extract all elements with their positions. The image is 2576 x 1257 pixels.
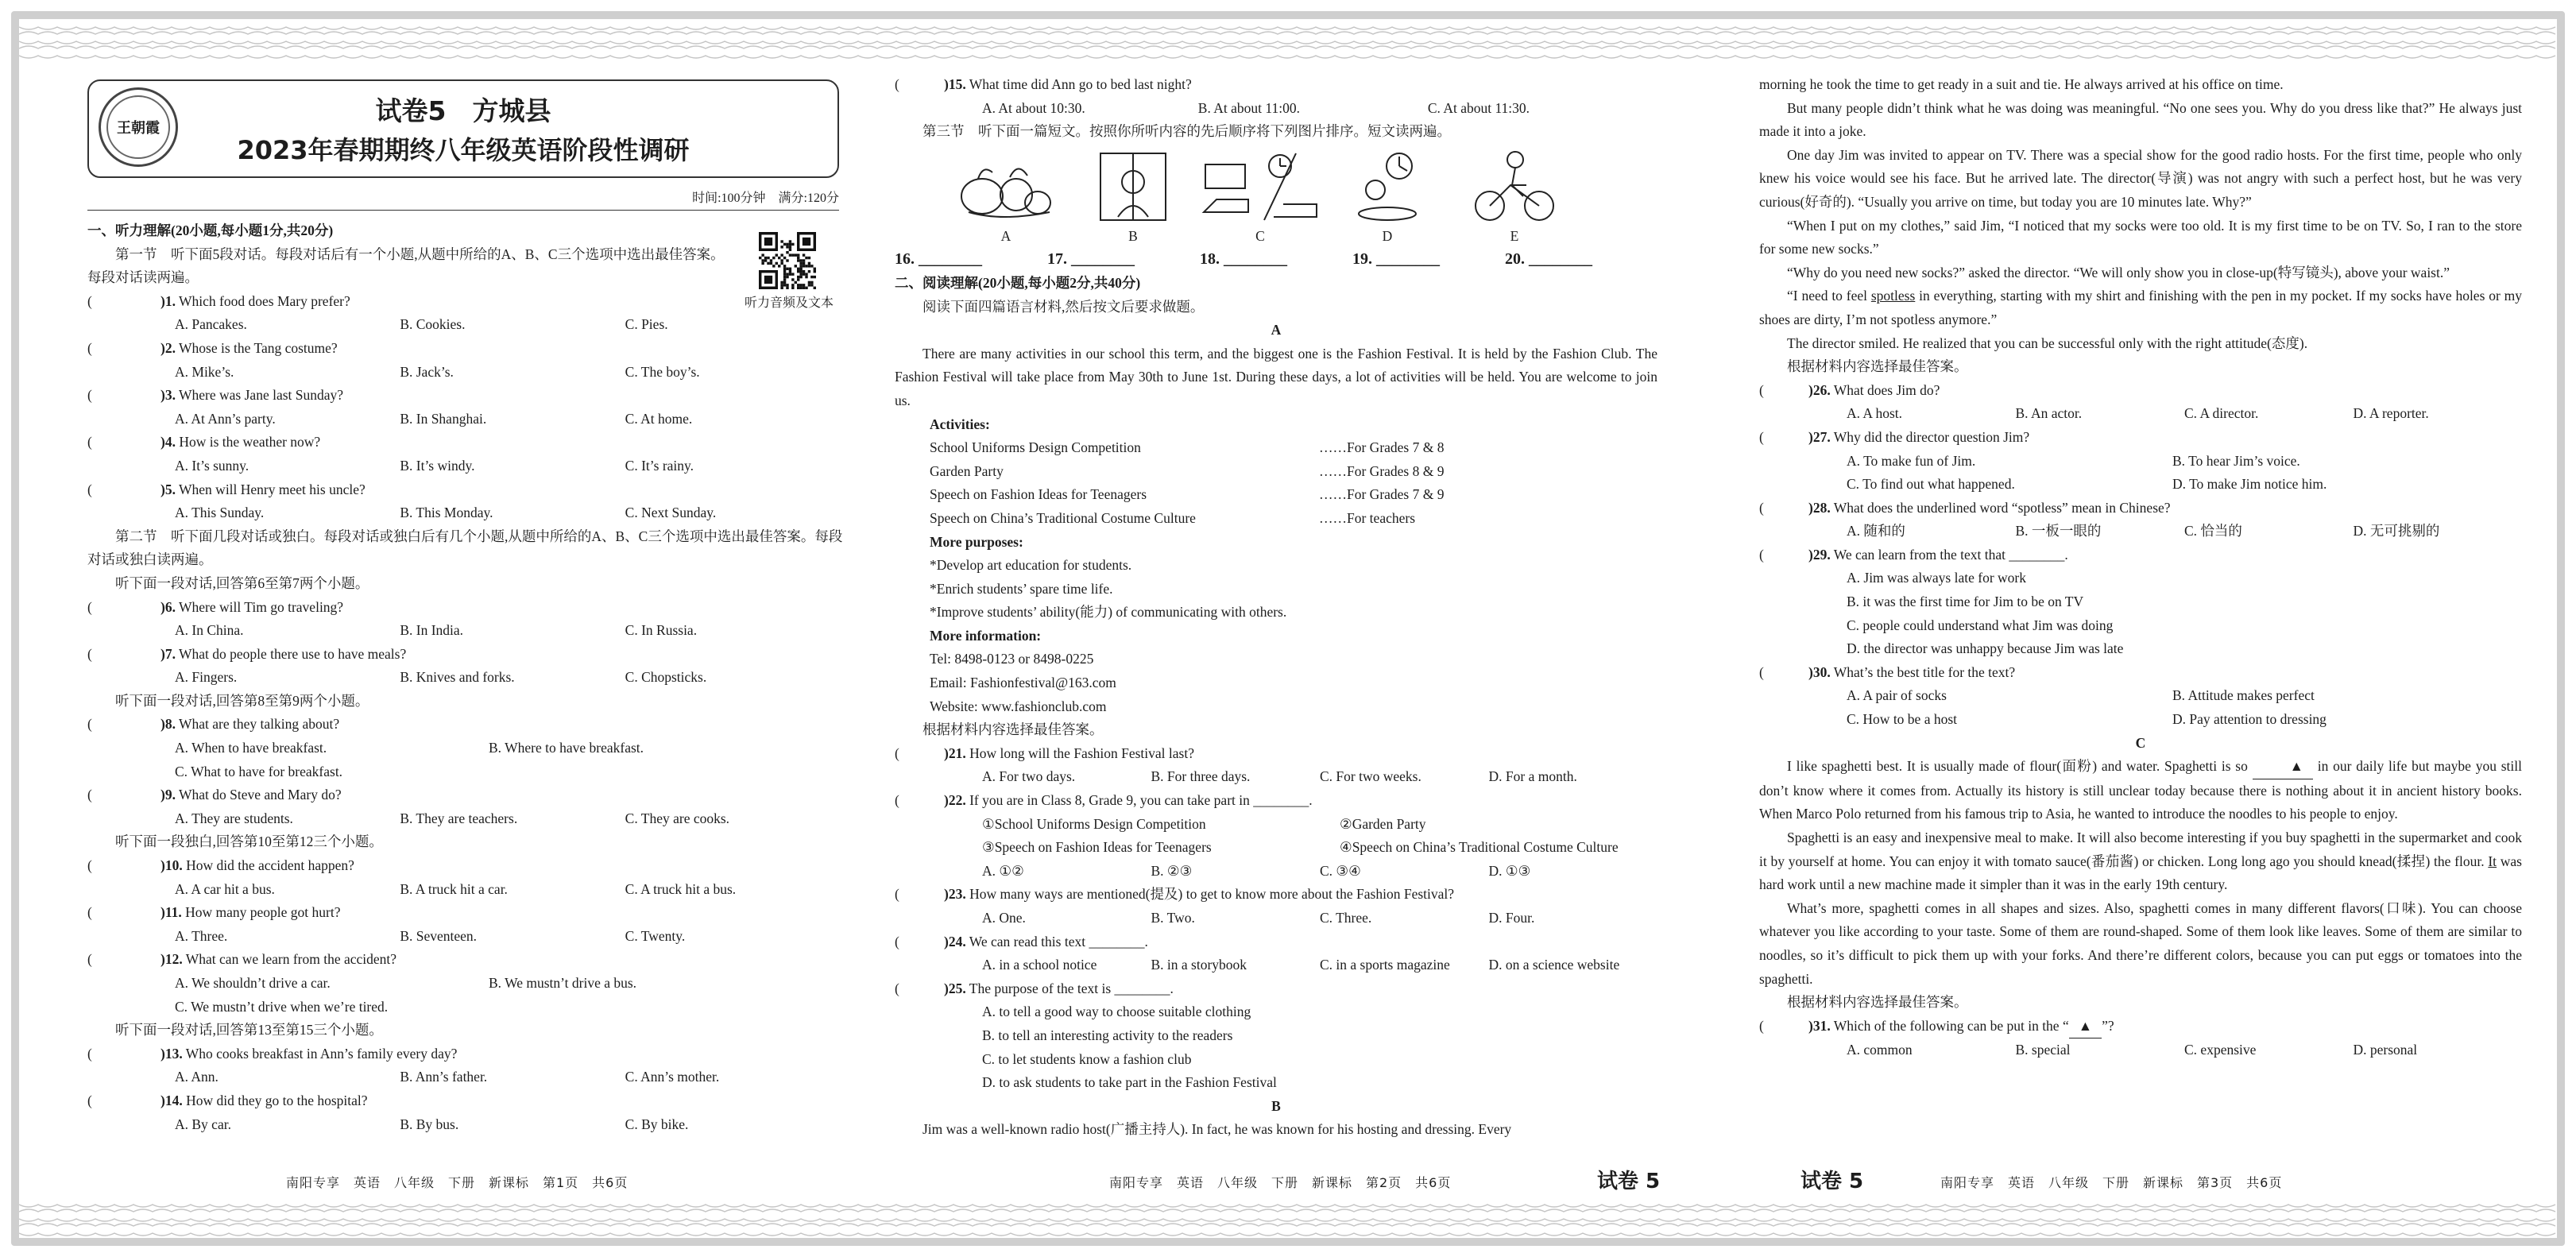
question-22: ( )22. If you are in Class 8, Grade 9, you can take part in ________. ①School Uniforms Design Competition ②Garden Party ③Speech on Fashion Ideas for Teenagers ④Speech on China’s Traditional Costume Culture A. ①② B. ②③ C. ③④ D. ①③: [895, 792, 1619, 879]
question-23: ( )23. How many ways are mentioned(提及) to get to know more about the Fashion Festival? A. One. B. Two. C. Three. D. Four.: [895, 886, 1535, 926]
question-26: ( )26. What does Jim do? A. A host. B. An actor. C. A director. D. A reporter.: [1759, 381, 2429, 422]
picture-d: [1324, 149, 1451, 249]
question-14: ( )14. How did they go to the hospital? A. By car. B. By bus. C. By bike.: [87, 1092, 689, 1132]
exam-meta: 时间:100分钟 满分:120分: [692, 191, 839, 205]
bike-rider-icon: [1471, 149, 1558, 225]
underlined-it: It: [2488, 853, 2497, 869]
wave-line: [19, 32, 2555, 34]
column-3: [1759, 73, 2522, 1062]
column-2: [895, 73, 1657, 1142]
picture-c: [1197, 149, 1324, 249]
passage-c-label: C: [2135, 734, 2146, 751]
question-24: ( )24. We can read this text ________. A. in a school notice B. in a storybook C. in a sports magazine D. on a science website: [895, 933, 1620, 973]
answer-paren: (: [87, 292, 92, 309]
passage-a-text: There are many activities in our school this term, and the biggest one is the Fashion Festival. It is held by the Fashion Club. The Fashion Festival will take place from May 30th to June 1st. During these days, a lot of activities will be held. You are welcome to join us.: [895, 345, 1657, 408]
blank-17[interactable]: 17. ________: [1047, 250, 1135, 269]
picture-c-label: C: [1255, 227, 1265, 244]
question-5: ( )5. When will Henry meet his uncle? A. This Sunday. B. This Monday. C. Next Sunday.: [87, 481, 717, 521]
question-9: ( )9. What do Steve and Mary do? A. They are students. B. They are teachers. C. They are cooks.: [87, 787, 730, 826]
part1-intro: 第一节 听下面5段对话。每段对话后有一个小题,从题中所给的A、B、C三个选项中选出最佳答案。每段对话读两遍。: [87, 246, 725, 286]
passage-b-para2: But many people didn’t think what he was doing was meaningful. “No one sees you. Why do you dress like that?” He always just made it into a joke.: [1759, 99, 2522, 140]
question-2: ( )2. Whose is the Tang costume? A. Mike’s. B. Jack’s. C. The boy’s.: [87, 339, 700, 380]
picture-a: [942, 149, 1069, 249]
group-1-instruction: 听下面一段对话,回答第6至第7两个小题。: [115, 574, 369, 591]
wave-line: [19, 1219, 2555, 1221]
choose-instruction-c: 根据材料内容选择最佳答案。: [1787, 994, 1968, 1011]
activity-row-4: Speech on China’s Traditional Costume Culture ……For teachers: [930, 509, 1416, 526]
question-3: ( )3. Where was Jane last Sunday? A. At Ann’s party. B. In Shanghai. C. At home.: [87, 387, 693, 427]
wave-line: [19, 1224, 2555, 1226]
passage-c-para3: What’s more, spaghetti comes in all shapes and sizes. Also, spaghetti comes in many different flavors(口味). You can choose whatever you like according to your taste. Some of them are round-shaped. Some of them look like leaves. Some of them are similar to noodles, so it’s difficult to pick them up with your forks. And there’re different colors, because you can put eggs or tomatoes into the spaghetti.: [1759, 899, 2522, 987]
title-box: [87, 79, 839, 178]
passage-c-para2: Spaghetti is an easy and inexpensive meal to make. It will also become interesting if you buy spaghetti in the supermarket and cook it by yourself at home. You can enjoy it with tomato sauce(番茄酱) or chicken. Long long ago you should knead(揉捏) the flour. It was hard work until a new machine made it simpler than it was in the early 19th century.: [1759, 830, 2522, 893]
choose-instruction-b: 根据材料内容选择最佳答案。: [1787, 358, 1968, 375]
logo-text: 王朝霞: [106, 95, 170, 159]
purpose-3: *Improve students’ ability(能力) of communicating with others.: [930, 604, 1287, 621]
question-13: ( )13. Who cooks breakfast in Ann’s family every day? A. Ann. B. Ann’s father. C. Ann’s mother.: [87, 1045, 720, 1085]
exam-subtitle: 2023年春期期终八年级英语阶段性调研: [237, 135, 690, 165]
question-15: ( )15. What time did Ann go to bed last night? A. At about 10:30. B. At about 11:00. C. At about 11:30.: [895, 76, 1530, 116]
clock-and-eating-icon: [1344, 149, 1431, 225]
picture-d-label: D: [1382, 227, 1393, 244]
passage-b-para3: One day Jim was invited to appear on TV. There was a special show for the good radio hosts. For the first time, people who only knew his voice would see his face. But he arrived late. The director(导演) was not angry with such a perfect host, but he was very curious(好奇的). “Usually you arrive on time, but today you are 10 minutes late. Why?”: [1759, 146, 2522, 210]
boy-at-window-icon: [1089, 149, 1177, 225]
question-11: ( )11. How many people got hurt? A. Three. B. Seventeen. C. Twenty.: [87, 904, 686, 944]
reading-heading: 二、阅读理解(20小题,每小题2分,共40分): [895, 274, 1141, 291]
purposes-title: More purposes:: [930, 533, 1023, 550]
group-2-instruction: 听下面一段对话,回答第8至第9两个小题。: [115, 692, 369, 709]
picture-a-label: A: [1000, 227, 1011, 244]
blank-19[interactable]: 19. ________: [1352, 250, 1440, 269]
passage-c-para1: I like spaghetti best. It is usually made of flour(面粉) and water. Spaghetti is so ▲ in our daily life but maybe you still don’t know where it comes from. Actually its history is still unclear today because there is nothing about it in ancient history books. When Marco Polo returned from his famous trip to Asia, he wanted to introduce the noodles to his people to enjoy.: [1759, 755, 2522, 826]
group-4-instruction: 听下面一段对话,回答第13至第15三个小题。: [115, 1022, 383, 1038]
group-3-instruction: 听下面一段独白,回答第10至第12三个小题。: [115, 833, 383, 850]
question-29: ( )29. We can learn from the text that ________. A. Jim was always late for work B. it was the first time for Jim to be on TV C. people could understand what Jim was doing D. the director was unhappy because Jim was late: [1759, 546, 2124, 657]
footer-page-2: 南阳专享 英语 八年级 下册 新课标 第2页 共6页: [1109, 1175, 1452, 1190]
bed-and-clock-icon: [1201, 149, 1320, 225]
blank-18[interactable]: 18. ________: [1200, 250, 1287, 269]
choose-instruction-a: 根据材料内容选择最佳答案。: [922, 721, 1104, 738]
question-25: ( )25. The purpose of the text is ________. A. to tell a good way to choose suitable clothing B. to tell an interesting activity to the readers C. to let students know a fashion club D. to ask students to take part in the Fashion Festival: [895, 980, 1277, 1091]
passage-b-para1-cont: morning he took the time to get ready in a suit and tie. He always arrived at his office on time.: [1759, 76, 2284, 92]
order-blanks: [895, 248, 1657, 272]
passage-b-para5: “Why do you need new socks?” asked the director. “We will only show you in close-up(特写镜头), above your waist.”: [1787, 264, 2450, 280]
wave-line: [19, 46, 2555, 48]
blank-triangle: ▲: [2253, 755, 2313, 779]
blank-20[interactable]: 20. ________: [1505, 250, 1592, 269]
activity-row-2: Garden Party ……For Grades 8 & 9: [930, 462, 1445, 479]
column-1: [87, 219, 850, 1136]
question-10: ( )10. How did the accident happen? A. A car hit a bus. B. A truck hit a car. C. A truck hit a bus.: [87, 857, 737, 897]
question-30: ( )30. What’s the best title for the text? A. A pair of socks B. Attitude makes perfect C. How to be a host D. Pay attention to dressing: [1759, 663, 2327, 728]
qr-label: 听力音频及文本: [744, 295, 834, 310]
blank-16[interactable]: 16. ________: [895, 250, 982, 269]
passage-b-para1-start: Jim was a well-known radio host(广播主持人). In fact, he was known for his hosting and dressing. Every: [922, 1121, 1512, 1138]
question-8: ( )8. What are they talking about? A. When to have breakfast. B. Where to have breakfast. C. What to have for breakfast.: [87, 716, 644, 779]
picture-e: [1451, 149, 1578, 249]
question-4: ( )4. How is the weather now? A. It’s sunny. B. It’s windy. C. It’s rainy.: [87, 434, 694, 474]
question-27: ( )27. Why did the director question Jim? A. To make fun of Jim. B. To hear Jim’s voice. C. To find out what happened. D. To make Jim notice him.: [1759, 428, 2327, 493]
purpose-1: *Develop art education for students.: [930, 557, 1132, 574]
question-1: ( )1. Which food does Mary prefer? A. Pancakes. B. Cookies. C. Pies.: [87, 290, 850, 337]
top-wave-border: [19, 22, 2557, 60]
passage-b-para7: The director smiled. He realized that you can be successful only with the right attitude(态度).: [1787, 335, 2308, 351]
passage-b-para6: “I need to feel spotless in everything, starting with my shirt and finishing with the pen in my pocket. If my socks have holes or my shoes are dirty, I’m not spotless anymore.”: [1759, 288, 2523, 327]
footer-tag-3: 试卷 5: [1800, 1170, 1864, 1193]
picture-b: [1069, 149, 1197, 249]
exam-title: 试卷5 方城县: [375, 95, 551, 126]
wave-line: [19, 1205, 2555, 1207]
footer-tag-2: 试卷 5: [1597, 1170, 1661, 1193]
info-title: More information:: [930, 627, 1042, 644]
info-tel: Tel: 8498-0123 or 8498-0225: [930, 651, 1094, 667]
title-rule: [87, 210, 839, 211]
wave-line: [19, 1233, 2555, 1236]
activity-row-1: School Uniforms Design Competition ……For Grades 7 & 8: [930, 439, 1445, 456]
option-a: A. Pancakes.: [175, 316, 247, 333]
option-c: C. Pies.: [625, 316, 668, 333]
question-6: ( )6. Where will Tim go traveling? A. In China. B. In India. C. In Russia.: [87, 598, 698, 639]
passage-b-label: B: [1271, 1097, 1281, 1114]
purpose-2: *Enrich students’ spare time life.: [930, 580, 1113, 597]
activity-row-3: Speech on Fashion Ideas for Teenagers ……For Grades 7 & 9: [930, 486, 1445, 503]
bottom-wave-border: [19, 1200, 2557, 1238]
wave-line: [19, 27, 2555, 29]
activities-title: Activities:: [930, 416, 990, 432]
reading-intro: 阅读下面四篇语言材料,然后按文后要求做题。: [922, 298, 1205, 315]
picture-e-label: E: [1510, 227, 1519, 244]
picture-b-label: B: [1128, 227, 1138, 244]
part3-intro: 第三节 听下面一篇短文。按照你所听内容的先后顺序将下列图片排序。短文读两遍。: [922, 123, 1451, 140]
footer-page-1: 南阳专享 英语 八年级 下册 新课标 第1页 共6页: [286, 1175, 629, 1190]
part2-intro: 第二节 听下面几段对话或独白。每段对话或独白后有几个小题,从题中所给的A、B、C三个选项中选出最佳答案。每段对话或独白读两遍。: [87, 528, 843, 568]
fruit-vegetables-icon: [954, 149, 1058, 225]
footer-page-3: 南阳专享 英语 八年级 下册 新课标 第3页 共6页: [1940, 1175, 2283, 1190]
option-b: B. Cookies.: [400, 316, 466, 333]
passage-a-label: A: [1271, 322, 1282, 338]
question-12: ( )12. What can we learn from the accident? A. We shouldn’t drive a car. B. We mustn’t drive a bus. C. We mustn’t drive when we’re tired.: [87, 951, 637, 1015]
wave-line: [19, 56, 2555, 58]
underlined-word: spotless: [1870, 288, 1916, 304]
question-7: ( )7. What do people there use to have meals? A. Fingers. B. Knives and forks. C. Chopsticks.: [87, 645, 707, 686]
info-email: Email: Fashionfestival@163.com: [930, 675, 1116, 691]
question-21: ( )21. How long will the Fashion Festival last? A. For two days. B. For three days. C. For two weeks. D. For a month.: [895, 745, 1577, 785]
wave-line: [19, 1209, 2555, 1212]
question-28: ( )28. What does the underlined word “spotless” mean in Chinese? A. 随和的 B. 一板一眼的 C. 恰当的 D. 无可挑剔的: [1759, 499, 2440, 540]
picture-row: [942, 149, 1657, 249]
info-website: Website: www.fashionclub.com: [930, 698, 1107, 714]
wave-line: [19, 41, 2555, 44]
listening-heading: 一、听力理解(20小题,每小题1分,共20分): [87, 222, 334, 238]
passage-b-para4: “When I put on my clothes,” said Jim, “I noticed that my socks were too old. It is my first time to be on TV. So, I ran to the store for some new socks.”: [1759, 217, 2522, 257]
question-31: ( )31. Which of the following can be put in the “ ▲ ”? A. common B. special C. expensive D. personal: [1759, 1015, 2522, 1062]
